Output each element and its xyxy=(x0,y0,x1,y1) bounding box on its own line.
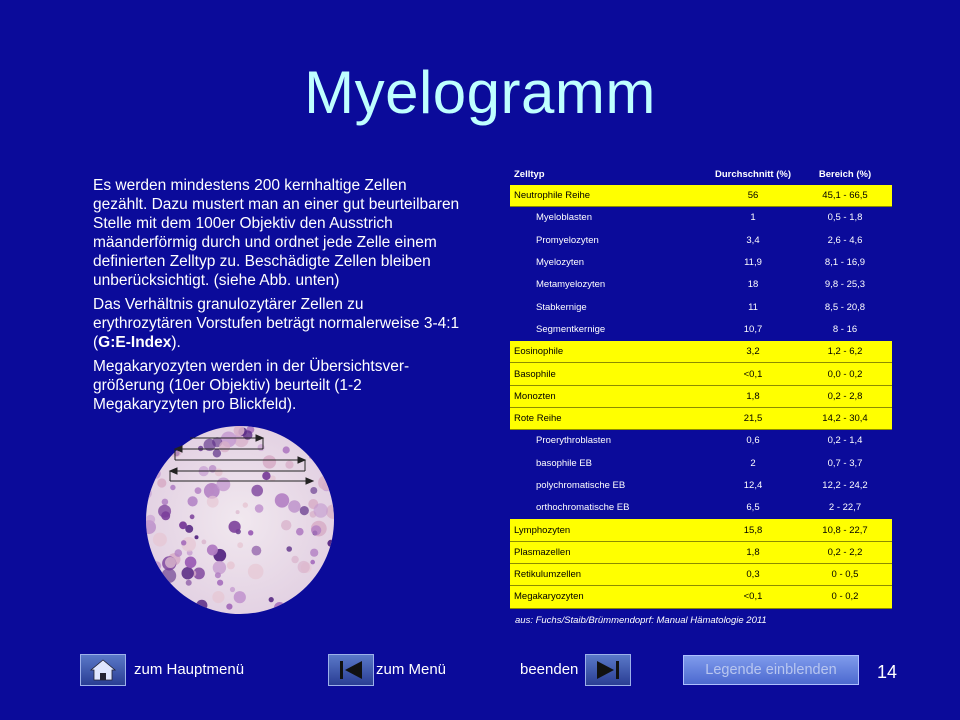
table-row xyxy=(510,519,892,541)
home-label[interactable]: zum Hauptmenü xyxy=(134,661,245,678)
paragraph-counting: Es werden mindestens 200 kernhaltige Zellen gezählt. Dazu mustert man an einer gut beurteilbaren Stelle mit dem 100er Objektiv den Ausstrich mäanderförmig durch und ordnet jede Zelle einem definierten Zelltyp zu. Beschädigte Zellen bleiben unberücksichtigt. (siehe Abb. unten) xyxy=(93,177,460,289)
table-header-row xyxy=(510,163,892,185)
cell-zelltyp: Rote Reihe xyxy=(510,407,708,429)
cell-bereich: 0,0 - 0,2 xyxy=(798,363,892,385)
menu-button[interactable] xyxy=(328,654,374,686)
cell-bereich: 12,2 - 24,2 xyxy=(798,474,892,496)
body-text xyxy=(93,176,465,419)
table-row xyxy=(510,452,892,474)
cell-zelltyp: basophile EB xyxy=(510,452,708,474)
cell-zelltyp: Myeloblasten xyxy=(510,207,708,229)
header-durchschnitt: Durchschnitt (%) xyxy=(715,168,791,180)
cell-durchschnitt: 18 xyxy=(708,274,798,296)
header-zelltyp: Zelltyp xyxy=(514,168,545,180)
cell-zelltyp: Metamyelozyten xyxy=(510,274,708,296)
cell-bereich: 0,7 - 3,7 xyxy=(798,452,892,474)
back-to-start-icon xyxy=(329,655,373,685)
table-row xyxy=(510,229,892,251)
cell-durchschnitt: 12,4 xyxy=(708,474,798,496)
table-row xyxy=(510,474,892,496)
cell-durchschnitt: <0,1 xyxy=(708,586,798,608)
cell-bereich: 0 - 0,2 xyxy=(798,586,892,608)
cell-durchschnitt: 1 xyxy=(708,207,798,229)
table-row xyxy=(510,497,892,519)
cell-bereich: 8 - 16 xyxy=(798,318,892,340)
forward-to-end-icon xyxy=(586,655,630,685)
cell-zelltyp: Promyelozyten xyxy=(510,229,708,251)
paragraph-megakaryocytes: Megakaryozyten werden in der Übersichtsver-größerung (10er Objektiv) beurteilt (1-2 Megakaryzyten pro Blickfeld). xyxy=(93,358,410,413)
end-label[interactable]: beenden xyxy=(520,661,579,678)
cell-durchschnitt: 11 xyxy=(708,296,798,318)
cell-durchschnitt: 21,5 xyxy=(708,407,798,429)
table-row xyxy=(510,430,892,452)
table-row xyxy=(510,251,892,273)
table-row xyxy=(510,207,892,229)
cell-zelltyp: Stabkernige xyxy=(510,296,708,318)
cell-bereich: 8,1 - 16,9 xyxy=(798,251,892,273)
cell-zelltyp: Segmentkernige xyxy=(510,318,708,340)
cell-durchschnitt: 6,5 xyxy=(708,497,798,519)
page-number: 14 xyxy=(877,662,898,682)
table-row xyxy=(510,363,892,385)
cell-bereich: 2,6 - 4,6 xyxy=(798,229,892,251)
table-row xyxy=(510,564,892,586)
page-title: Myelogramm xyxy=(304,59,656,126)
cell-durchschnitt: 3,2 xyxy=(708,341,798,363)
myelogram-table xyxy=(510,163,892,609)
cell-zelltyp: Proerythroblasten xyxy=(510,430,708,452)
home-icon xyxy=(81,655,125,685)
cell-zelltyp: orthochromatische EB xyxy=(510,497,708,519)
cell-bereich: 9,8 - 25,3 xyxy=(798,274,892,296)
cell-durchschnitt: 0,6 xyxy=(708,430,798,452)
cell-bereich: 1,2 - 6,2 xyxy=(798,341,892,363)
cell-bereich: 0,5 - 1,8 xyxy=(798,207,892,229)
table-row xyxy=(510,586,892,608)
table-row xyxy=(510,296,892,318)
source-citation: aus: Fuchs/Staib/Brümmendoprf: Manual Hämatologie 2011 xyxy=(515,615,767,626)
cell-zelltyp: Myelozyten xyxy=(510,251,708,273)
cell-bereich: 14,2 - 30,4 xyxy=(798,407,892,429)
cell-bereich: 0,2 - 2,8 xyxy=(798,385,892,407)
cell-zelltyp: Neutrophile Reihe xyxy=(510,185,708,207)
table-row xyxy=(510,407,892,429)
cell-durchschnitt: 3,4 xyxy=(708,229,798,251)
cell-bereich: 0,2 - 2,2 xyxy=(798,541,892,563)
cell-durchschnitt: 15,8 xyxy=(708,519,798,541)
cell-bereich: 0 - 0,5 xyxy=(798,564,892,586)
cell-bereich: 8,5 - 20,8 xyxy=(798,296,892,318)
cell-bereich: 0,2 - 1,4 xyxy=(798,430,892,452)
cell-bereich: 45,1 - 66,5 xyxy=(798,185,892,207)
table-row xyxy=(510,318,892,340)
cell-bereich: 2 - 22,7 xyxy=(798,497,892,519)
table-row xyxy=(510,274,892,296)
cell-zelltyp: Monozten xyxy=(510,385,708,407)
end-button[interactable] xyxy=(585,654,631,686)
cell-durchschnitt: 0,3 xyxy=(708,564,798,586)
cell-zelltyp: Megakaryozyten xyxy=(510,586,708,608)
cell-durchschnitt: 2 xyxy=(708,452,798,474)
cell-zelltyp: Eosinophile xyxy=(510,341,708,363)
cell-zelltyp: Lymphozyten xyxy=(510,519,708,541)
table-row xyxy=(510,385,892,407)
cell-durchschnitt: <0,1 xyxy=(708,363,798,385)
cell-durchschnitt: 1,8 xyxy=(708,541,798,563)
table-row xyxy=(510,341,892,363)
legend-toggle-button[interactable]: Legende einblenden xyxy=(683,655,859,685)
home-button[interactable] xyxy=(80,654,126,686)
cell-durchschnitt: 10,7 xyxy=(708,318,798,340)
table-row xyxy=(510,185,892,207)
header-bereich: Bereich (%) xyxy=(818,168,872,180)
cell-durchschnitt: 1,8 xyxy=(708,385,798,407)
menu-label[interactable]: zum Menü xyxy=(376,661,447,678)
cell-durchschnitt: 56 xyxy=(708,185,798,207)
cell-zelltyp: polychromatische EB xyxy=(510,474,708,496)
cell-bereich: 10,8 - 22,7 xyxy=(798,519,892,541)
blood-smear-image xyxy=(145,425,335,615)
cell-durchschnitt: 11,9 xyxy=(708,251,798,273)
paragraph-ratio: Das Verhältnis granulozytärer Zellen zu erythrozytären Vorstufen beträgt normalerweise 3-4:1 (G:E-Index). xyxy=(93,296,460,351)
cell-zelltyp: Plasmazellen xyxy=(510,541,708,563)
table-row xyxy=(510,541,892,563)
cell-zelltyp: Retikulumzellen xyxy=(510,564,708,586)
cell-zelltyp: Basophile xyxy=(510,363,708,385)
